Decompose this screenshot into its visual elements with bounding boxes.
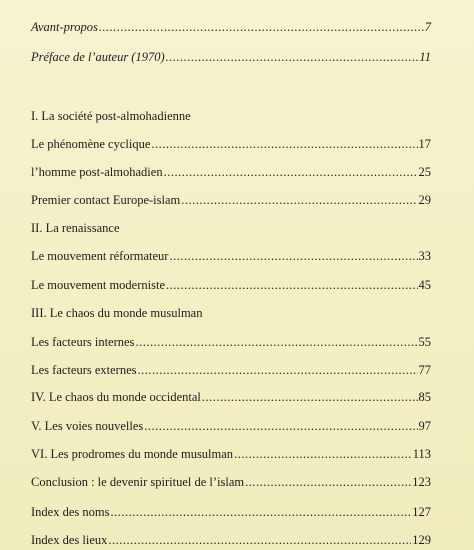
toc-entry-title: Le mouvement réformateur xyxy=(31,249,169,263)
toc-entry xyxy=(31,137,431,152)
toc-entry xyxy=(31,475,431,490)
dot-leader xyxy=(108,533,411,548)
toc-entry-page: 113 xyxy=(412,447,431,461)
toc-entry-page: 85 xyxy=(418,390,431,404)
section-heading-1: I. La société post-almohadienne xyxy=(31,109,191,123)
toc-entry-title: Le phénomène cyclique xyxy=(31,137,151,151)
toc-entry xyxy=(31,419,431,434)
toc-entry-page: 11 xyxy=(419,50,431,64)
section-heading-3: III. Le chaos du monde musulman xyxy=(31,306,203,320)
toc-entry xyxy=(31,533,431,548)
dot-leader xyxy=(245,475,411,490)
toc-entry-title: Premier contact Europe-islam xyxy=(31,193,181,207)
toc-entry-page: 97 xyxy=(418,419,431,433)
toc-entry-page: 25 xyxy=(418,165,431,179)
dot-leader xyxy=(135,335,417,350)
toc-entry-title: Le mouvement moderniste xyxy=(31,278,165,292)
toc-entry xyxy=(31,249,431,264)
section-heading-2: II. La renaissance xyxy=(31,221,120,235)
toc-entry xyxy=(31,335,431,350)
toc-entry xyxy=(31,278,431,293)
toc-entry-title: Conclusion : le devenir spirituel de l’islam xyxy=(31,475,245,489)
toc-entry-title: Avant-propos xyxy=(31,20,98,34)
dot-leader xyxy=(169,249,417,264)
dot-leader xyxy=(181,193,417,208)
toc-entry-title: l’homme post-almohadien xyxy=(31,165,163,179)
toc-entry-avant-propos xyxy=(31,20,431,35)
toc-entry-title: VI. Les prodromes du monde musulman xyxy=(31,447,234,461)
toc-entry-page: 29 xyxy=(418,193,431,207)
dot-leader xyxy=(234,447,412,462)
dot-leader xyxy=(202,390,418,405)
dot-leader xyxy=(166,278,418,293)
toc-entry-title: IV. Le chaos du monde occidental xyxy=(31,390,201,404)
toc-entry-page: 129 xyxy=(412,533,431,547)
dot-leader xyxy=(166,50,419,65)
toc-entry-page: 17 xyxy=(418,137,431,151)
dot-leader xyxy=(110,505,411,520)
toc-entry xyxy=(31,505,431,520)
toc-entry-title: V. Les voies nouvelles xyxy=(31,419,144,433)
toc-entry-title: Préface de l’auteur (1970) xyxy=(31,50,165,64)
toc-entry-page: 77 xyxy=(418,363,431,377)
toc-entry-page: 33 xyxy=(418,249,431,263)
toc-entry-page: 55 xyxy=(418,335,431,349)
toc-entry xyxy=(31,447,431,462)
dot-leader xyxy=(144,419,417,434)
toc-entry-page: 123 xyxy=(412,475,431,489)
dot-leader xyxy=(138,363,418,378)
dot-leader xyxy=(164,165,418,180)
toc-entry xyxy=(31,165,431,180)
toc-entry-title: Index des lieux xyxy=(31,533,108,547)
toc-entry xyxy=(31,193,431,208)
toc-entry-title: Les facteurs internes xyxy=(31,335,135,349)
toc-entry-page: 7 xyxy=(424,20,431,34)
toc-entry-preface xyxy=(31,50,431,65)
toc-entry-page: 45 xyxy=(418,278,431,292)
dot-leader xyxy=(151,137,417,152)
toc-entry xyxy=(31,363,431,378)
dot-leader xyxy=(99,20,424,35)
toc-entry xyxy=(31,390,431,405)
toc-entry-title: Index des noms xyxy=(31,505,110,519)
toc-entry-page: 127 xyxy=(412,505,431,519)
toc-entry-title: Les facteurs externes xyxy=(31,363,137,377)
